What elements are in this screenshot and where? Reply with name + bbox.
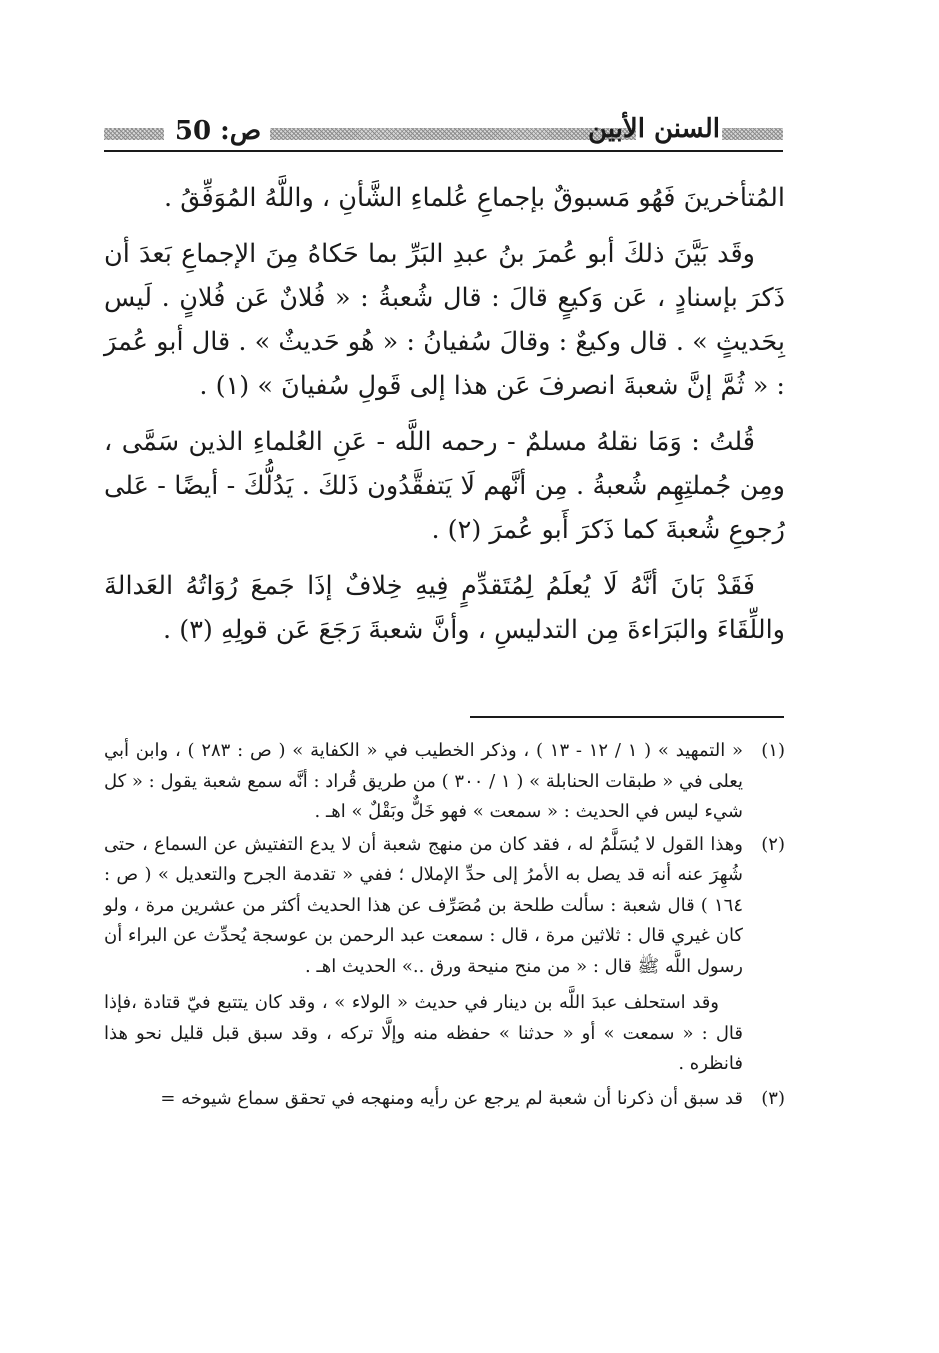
- paragraph: قُلتُ : وَمَا نقلهُ مسلمٌ - رحمه اللَّه - عَنِ العُلماءِ الذين سَمَّى ، ومِن جُملتِهِم شُعبةُ . مِن أنَّهم لَا يَتفقَّدُون ذَلكَ . يَدُلُّكَ - أيضًا - عَلى رُجوعِ شُعبةَ كما ذَكرَ أَبو عُمرَ (٢) .: [104, 427, 785, 545]
- footnote-number: (٣): [761, 1087, 785, 1109]
- footnote-text: « التمهيد » ( ١ / ١٢ - ١٣ ) ، وذكر الخطيب في « الكفاية » ( ص : ٢٨٣ ) ، وابن أبي يعلى في « طبقات الحنابلة » ( ١ / ٣٠٠ ) من طريق قُراد : أنَّه سمع شعبة يقول : « كل شيء ليس في الحديث : « سمعت » فهو خَلٌّ وبَقْلٌ » اهـ .: [104, 740, 744, 822]
- footnote: [104, 830, 785, 983]
- footnote-text: قد سبق أن ذكرنا أن شعبة لم يرجع عن رأيه ومنهجه في تحقق سماع شيوخه =: [160, 1087, 743, 1109]
- paragraph: المُتأخرينَ فَهُو مَسبوقٌ بإجماعِ عُلماءِ الشَّأنِ ، واللَّهُ المُوَفِّقُ .: [164, 183, 785, 213]
- footnote-continuation: وقد استحلف عبدَ اللَّه بن دينار في حديث « الولاء » ، وقد كان يتتبع فيّ قتادة ،فإذا قال : « سمعت » أو « حدثنا » حفظه منه وإلَّا تركه ، وقد سبق قبل قليل نحو هذا فانظره .: [104, 992, 743, 1074]
- paragraph: وقَد بَيَّنَ ذلكَ أبو عُمرَ بنُ عبدِ البَرِّ بما حَكاهُ مِنَ الإجماعِ بَعدَ أن ذَكرَ بإسنادٍ ، عَن وَكيعٍ قالَ : قال شُعبةُ : « فُلانٌ عَن فُلانٍ . لَيس بِحَديثٍ » . قال وكيعٌ : وقالَ سُفيانُ : « هُو حَديثٌ » . قال أبو عُمرَ : « ثُمَّ إنَّ شعبةَ انصرفَ عَن هذا إلى قَولِ سُفيانَ » (١) .: [104, 239, 785, 401]
- header-rule: [104, 150, 783, 152]
- page-header: [104, 112, 783, 152]
- main-text: [104, 176, 785, 652]
- footnote-number: (٢): [761, 833, 785, 855]
- page-number: ص: 50: [174, 116, 262, 146]
- footnote: [104, 736, 785, 828]
- footnote-text: وهذا القول لا يُسَلَّمُ له ، فقد كان من منهج شعبة أن لا يدع التفتيش عن السماع ، حتى شُهِرَ عنه أنه قد يصل به الأمرُ إلى حدِّ الإملال ؛ ففي « تقدمة الجرح والتعديل » ( ص : ١٦٤ ) قال شعبة : سألت طلحة بن مُصَرِّف عن هذا الحديث أكثر من عشرين مرة ، ولو كان غيري قال : ثلاثين مرة ، قال : سمعت عبد الرحمن بن عوسجة يُحدِّث عن البراء أن رسول اللَّه ﷺ قال : « من منح منيحة ورق ..» الحديث اهـ .: [104, 833, 743, 977]
- paragraph: فَقَدْ بَانَ أنَّهُ لَا يُعلَمُ لِمُتَقدِّمٍ فِيهِ خِلافٌ إذَا جَمعَ رُوَاتُهُ العَدالةَ واللِّقَاءَ والبَرَاءةَ مِن التدليسِ ، وأنَّ شعبةَ رَجَعَ عَن قولِهِ (٣) .: [104, 571, 785, 645]
- running-title: السنن الأبين: [588, 114, 720, 144]
- footnote-number: (١): [761, 740, 785, 761]
- footnote: [104, 1084, 785, 1115]
- header-ornament-right: [722, 128, 783, 140]
- header-ornament-left: [104, 128, 164, 140]
- footnotes: [104, 736, 785, 1116]
- header-ornament-middle: [270, 128, 636, 140]
- footnote-separator: [470, 716, 784, 718]
